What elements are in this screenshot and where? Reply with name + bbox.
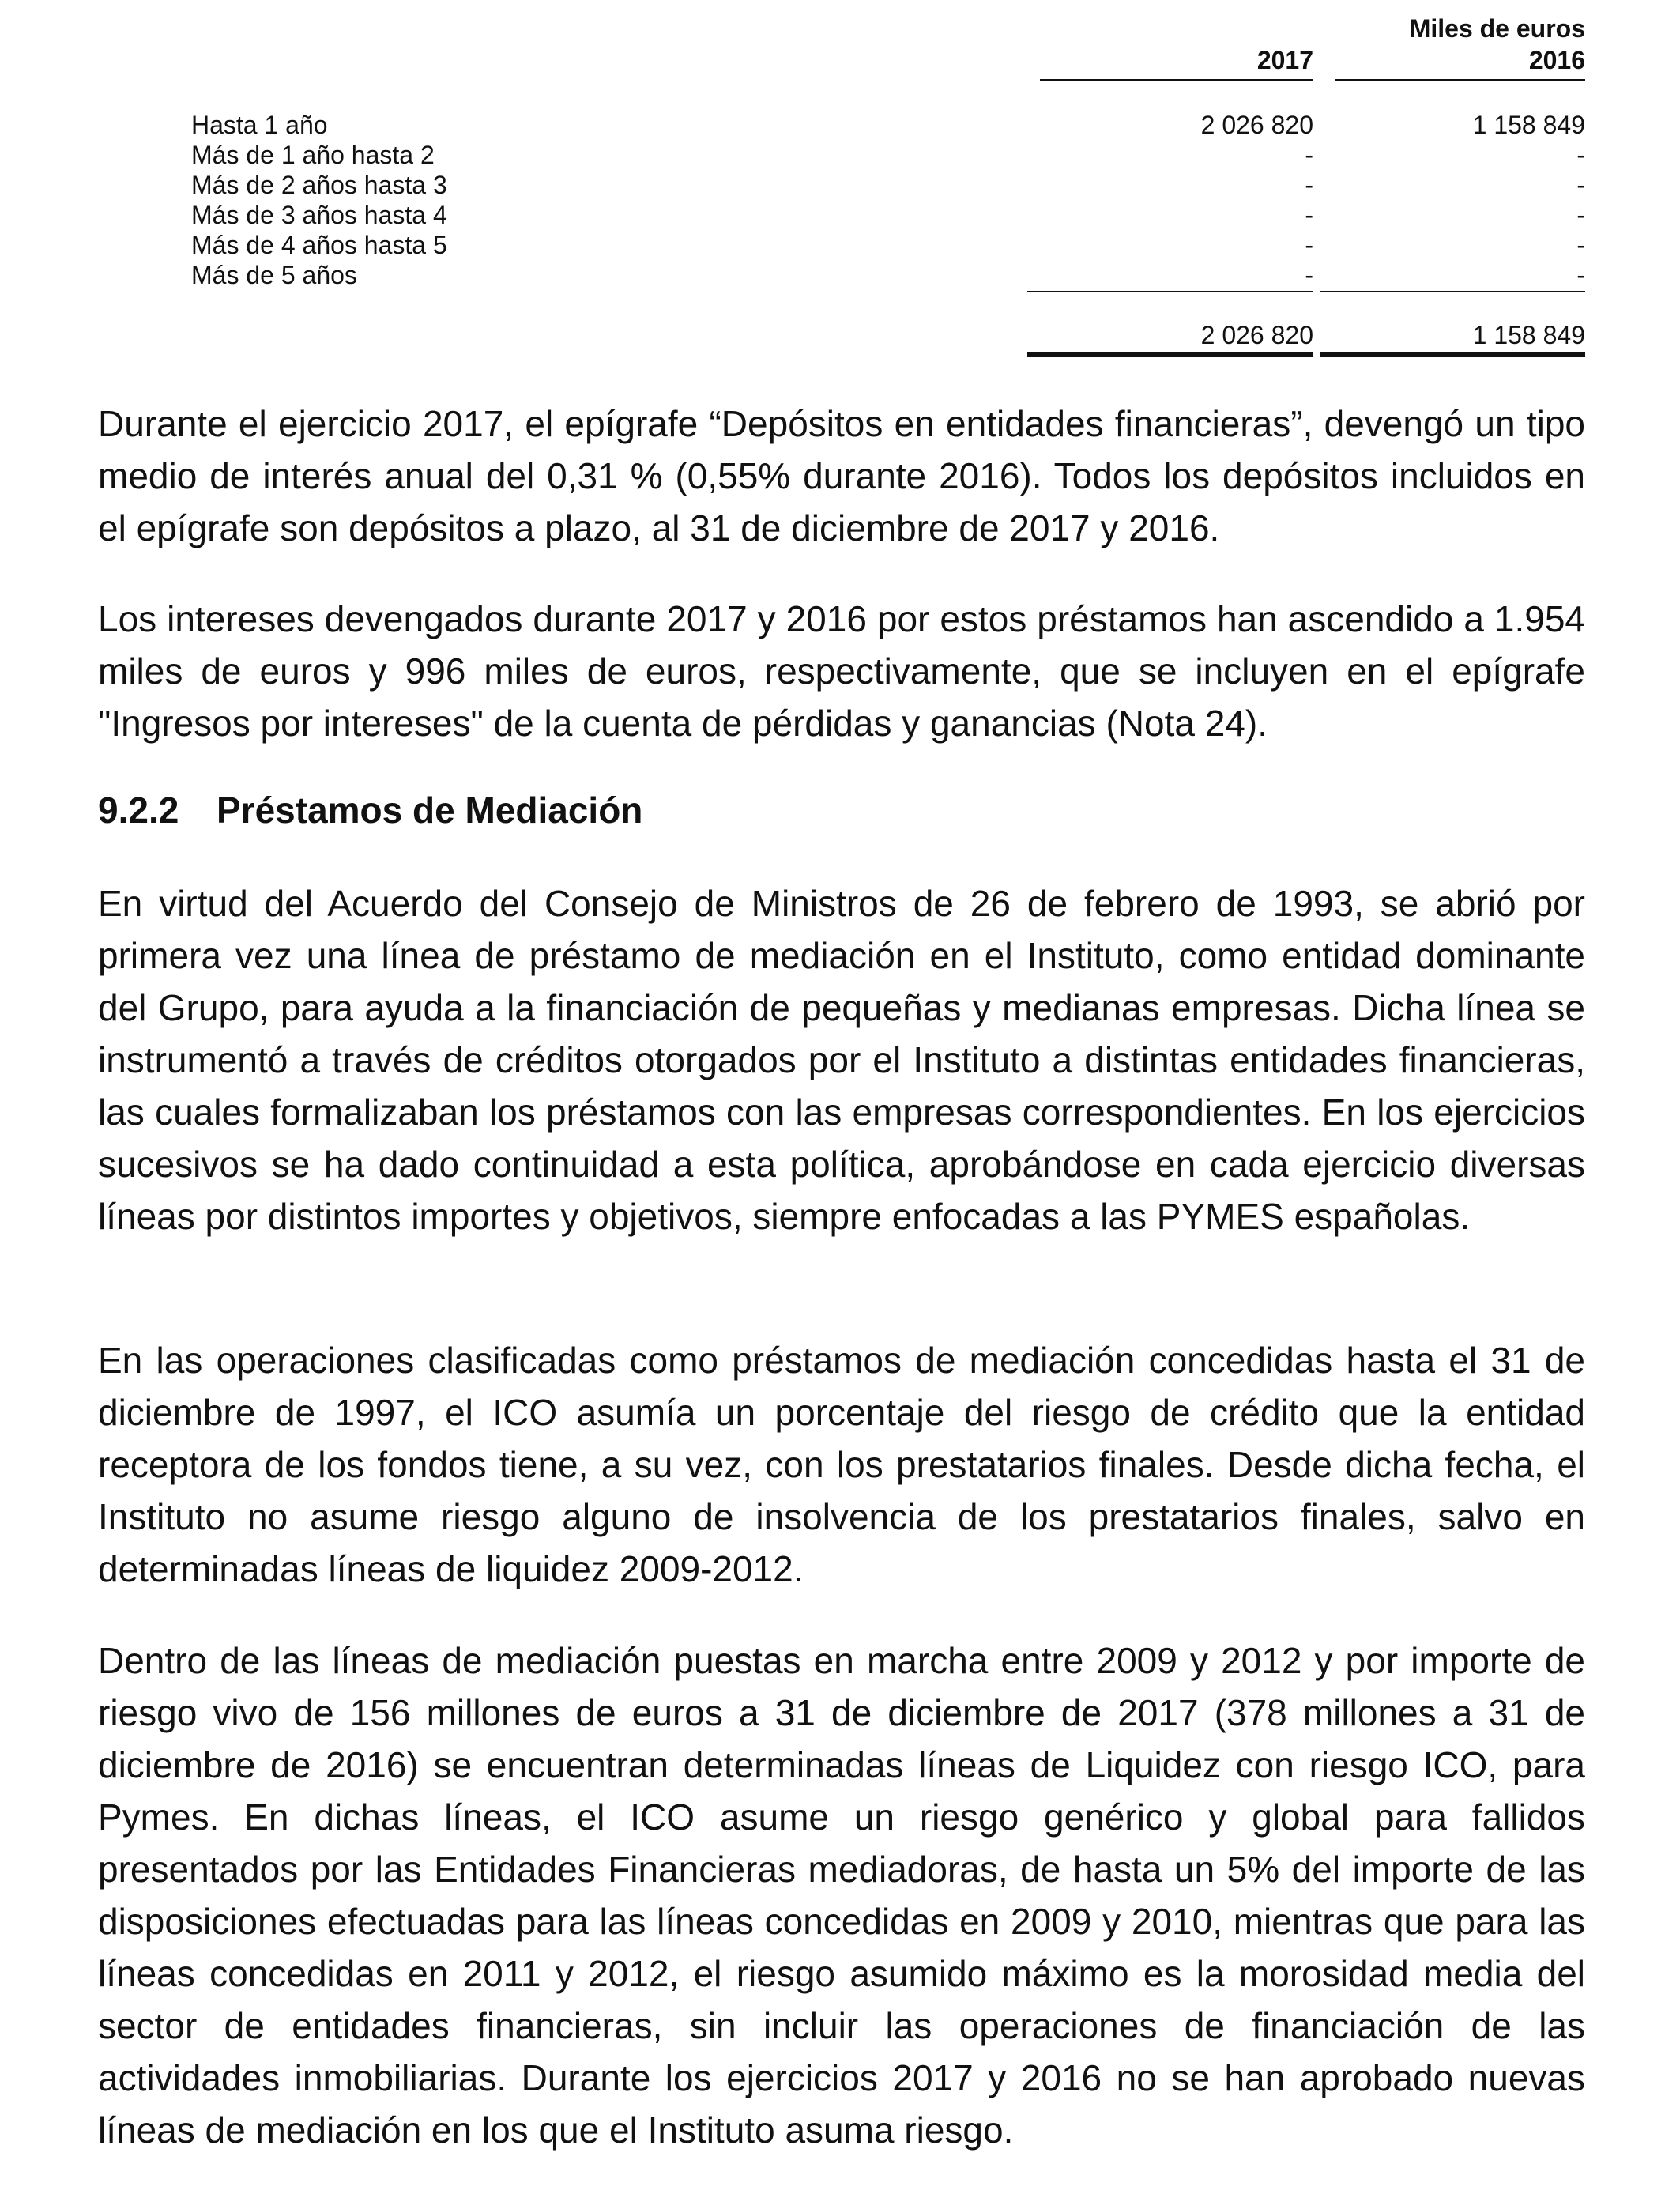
- unit-label: Miles de euros: [1409, 14, 1585, 43]
- table-total-row: [0, 320, 1680, 350]
- total-2016: 1 158 849: [1472, 321, 1585, 349]
- subtotal-rule-2017: [1027, 291, 1313, 292]
- cell-2017: -: [1305, 201, 1313, 229]
- cell-2016: -: [1576, 201, 1585, 229]
- table-row: [0, 110, 1680, 140]
- row-label: Hasta 1 año: [191, 111, 328, 139]
- paragraph-mediation-history: En virtud del Acuerdo del Consejo de Ministros de 26 de febrero de 1993, se abrió por primera vez una línea de préstamo de mediación en el Instituto, como entidad dominante del Grupo, para ayuda a la financiación de pequeñas y medianas empresas. Dicha línea se instrumentó a través de créditos otorgados por el Instituto a distintas entidades financieras, las cuales formalizaban los préstamos con las empresas correspondientes. En los ejercicios sucesivos se ha dado continuidad a esta política, aprobándose en cada ejercicio diversas líneas por distintos importes y objetivos, siempre enfocadas a las PYMES españolas.: [98, 883, 1585, 1237]
- cell-2016: -: [1576, 141, 1585, 169]
- section-title: Préstamos de Mediación: [217, 790, 643, 831]
- row-label: Más de 4 años hasta 5: [191, 231, 447, 259]
- section-heading: [98, 786, 642, 834]
- row-label: Más de 1 año hasta 2: [191, 141, 435, 169]
- column-header-2017: 2017: [1040, 46, 1313, 81]
- cell-2017: -: [1305, 231, 1313, 259]
- total-rule-2016: [1320, 352, 1585, 357]
- cell-2016: -: [1576, 231, 1585, 259]
- row-label: Más de 2 años hasta 3: [191, 171, 447, 199]
- paragraph-deposits: Durante el ejercicio 2017, el epígrafe “Depósitos en entidades financieras”, devengó un tipo medio de interés anual del 0,31 % (0,55% durante 2016). Todos los depósitos incluidos en el epígrafe son depósitos a plazo, al 31 de diciembre de 2017 y 2016.: [98, 403, 1585, 548]
- cell-2016: 1 158 849: [1472, 111, 1585, 139]
- table-row: [0, 170, 1680, 200]
- table-row: [0, 260, 1680, 290]
- row-label: Más de 3 años hasta 4: [191, 201, 447, 229]
- total-2017: 2 026 820: [1200, 321, 1313, 349]
- paragraph-mediation-risk: En las operaciones clasificadas como préstamos de mediación concedidas hasta el 31 de diciembre de 1997, el ICO asumía un porcentaje del riesgo de crédito que la entidad receptora de los fondos tiene, a su vez, con los prestatarios finales. Desde dicha fecha, el Instituto no asume riesgo alguno de insolvencia de los prestatarios finales, salvo en determinadas líneas de liquidez 2009-2012.: [98, 1340, 1585, 1589]
- maturity-table: [0, 0, 1680, 371]
- cell-2017: -: [1305, 141, 1313, 169]
- paragraph-interest: Los intereses devengados durante 2017 y 2016 por estos préstamos han ascendido a 1.954 miles de euros y 996 miles de euros, respectivamente, que se incluyen en el epígrafe "Ingresos por intereses" de la cuenta de pérdidas y ganancias (Nota 24).: [98, 598, 1585, 744]
- paragraph-liquidity-lines: Dentro de las líneas de mediación puestas en marcha entre 2009 y 2012 y por importe de riesgo vivo de 156 millones de euros a 31 de diciembre de 2017 (378 millones a 31 de diciembre de 2016) se encuentran determinadas líneas de Liquidez con riesgo ICO, para Pymes. En dichas líneas, el ICO asume un riesgo genérico y global para fallidos presentados por las Entidades Financieras mediadoras, de hasta un 5% del importe de las disposiciones efectuadas para las líneas concedidas en 2009 y 2010, mientras que para las líneas concedidas en 2011 y 2012, el riesgo asumido máximo es la morosidad media del sector de entidades financieras, sin incluir las operaciones de financiación de las actividades inmobiliarias. Durante los ejercicios 2017 y 2016 no se han aprobado nuevas líneas de mediación en los que el Instituto asuma riesgo.: [98, 1640, 1585, 2151]
- table-row: [0, 140, 1680, 170]
- row-label: Más de 5 años: [191, 261, 357, 289]
- section-number: 9.2.2: [98, 790, 179, 831]
- subtotal-rule-2016: [1320, 291, 1585, 292]
- cell-2016: -: [1576, 261, 1585, 289]
- cell-2017: 2 026 820: [1200, 111, 1313, 139]
- cell-2017: -: [1305, 171, 1313, 199]
- cell-2016: -: [1576, 171, 1585, 199]
- column-header-2016: 2016: [1335, 46, 1585, 81]
- table-row: [0, 200, 1680, 230]
- cell-2017: -: [1305, 261, 1313, 289]
- total-rule-2017: [1027, 352, 1313, 357]
- table-row: [0, 230, 1680, 260]
